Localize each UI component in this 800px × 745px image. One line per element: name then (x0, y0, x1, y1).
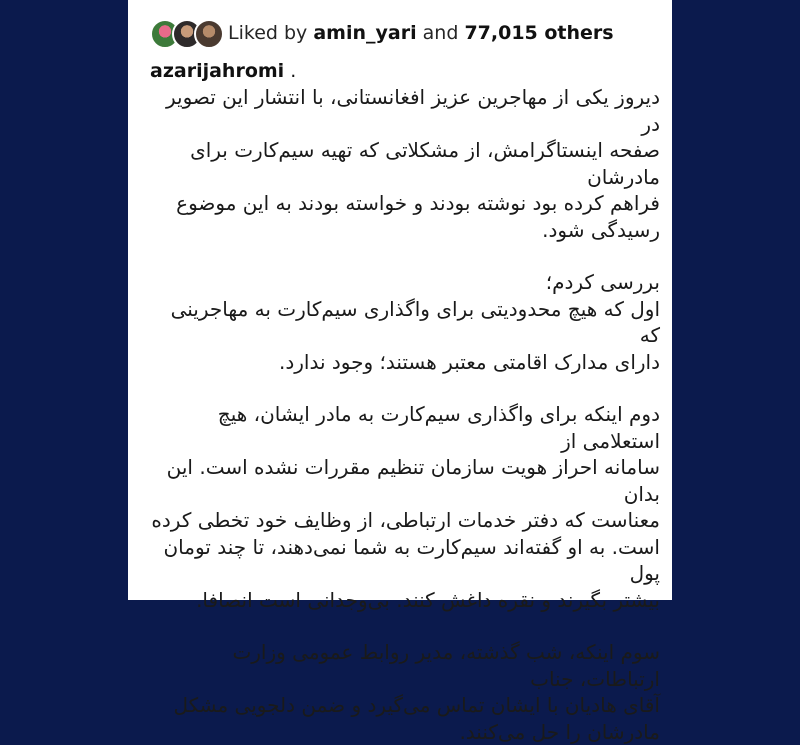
likes-count-link[interactable]: 77,015 others (464, 22, 613, 44)
caption-line: رسیدگی شود. (148, 217, 660, 244)
caption-line: بیشتر بگیرند و نقره داغش کنند. بی‌وجدانی است انصافا. (148, 587, 660, 614)
likes-row (150, 16, 662, 50)
liker-avatars[interactable] (150, 17, 220, 49)
likes-and: and (423, 22, 459, 44)
paragraph-gap (148, 613, 660, 639)
likes-summary (228, 22, 614, 44)
caption-line: بررسی کردم؛ (148, 269, 660, 296)
caption-line: دوم اینکه برای واگذاری سیم‌کارت به مادر ایشان، هیچ استعلامی از (148, 401, 660, 454)
caption-line: فراهم کرده بود نوشته بودند و خواسته بودند به این موضوع (148, 190, 660, 217)
caption-line: سامانه احراز هویت سازمان تنظیم مقررات نشده است. این بدان (148, 454, 660, 507)
caption-author-line (150, 60, 296, 82)
post-caption (148, 84, 660, 745)
author-trailing-dot: . (290, 60, 296, 82)
paragraph-gap (148, 243, 660, 269)
post-panel (128, 0, 672, 600)
caption-line: اول که هیچ محدودیتی برای واگذاری سیم‌کارت به مهاجرینی که (148, 296, 660, 349)
liker-username-link[interactable]: amin_yari (313, 22, 416, 44)
caption-line: دیروز یکی از مهاجرین عزیز افغانستانی، با انتشار این تصویر در (148, 84, 660, 137)
caption-line: سوم اینکه، شب گذشته، مدیر روابط عمومی وزارت ارتباطات، جناب (148, 639, 660, 692)
likes-prefix: Liked by (228, 22, 307, 44)
caption-line: دارای مدارک اقامتی معتبر هستند؛ وجود ندارد. (148, 349, 660, 376)
caption-line: مادرشان را حل می‌کنند. (148, 719, 660, 745)
post-author-username[interactable]: azarijahromi (150, 60, 284, 82)
caption-line: صفحه اینستاگرامش، از مشکلاتی که تهیه سیم‌کارت برای مادرشان (148, 137, 660, 190)
caption-line: است. به او گفته‌اند سیم‌کارت به شما نمی‌دهند، تا چند تومان پول (148, 534, 660, 587)
paragraph-gap (148, 375, 660, 401)
caption-line: معناست که دفتر خدمات ارتباطی، از وظایف خود تخطی کرده (148, 507, 660, 534)
caption-line: آقای هادیان با ایشان تماس می‌گیرد و ضمن دلجویی مشکل (148, 692, 660, 719)
avatar[interactable] (194, 19, 224, 49)
